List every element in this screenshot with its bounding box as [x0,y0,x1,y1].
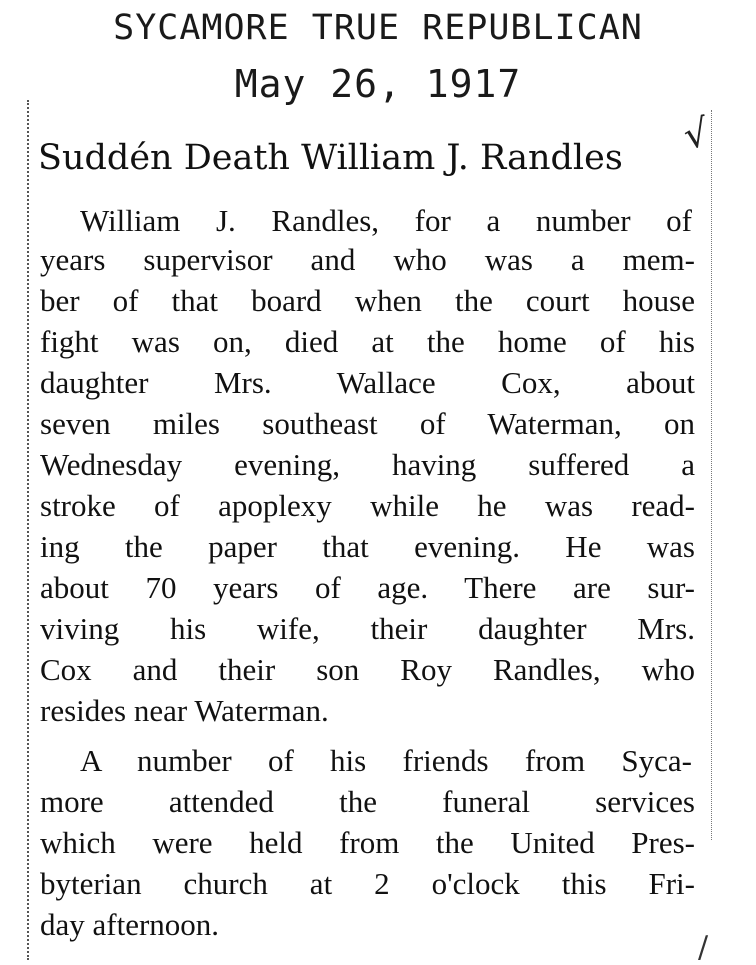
article-line: ing the paper that evening. He was [40,529,695,564]
article-line: Cox and their son Roy Randles, who [40,652,695,687]
article-line: about 70 years of age. There are sur- [40,570,695,605]
article-line: daughter Mrs. Wallace Cox, about [40,365,695,400]
article-line: more attended the funeral services [40,784,695,819]
article-line: stroke of apoplexy while he was read- [40,488,695,523]
clipping-right-edge [711,110,712,840]
article-line: years supervisor and who was a mem- [40,242,695,277]
handwritten-check-mark: √ [679,109,713,159]
clipping-left-edge [27,100,29,960]
article-line: ber of that board when the court house [40,283,695,318]
article-line: William J. Randles, for a number of [80,203,692,238]
article-line: day afternoon. [40,907,220,942]
newspaper-name: SYCAMORE TRUE REPUBLICAN [113,8,643,48]
handwritten-tick-mark: / [698,930,709,965]
article-headline: Suddén Death William J. Randles [38,138,623,178]
article-line: viving his wife, their daughter Mrs. [40,611,695,646]
article-line: resides near Waterman. [40,693,329,728]
article-line: A number of his friends from Syca- [80,743,692,778]
publication-date: May 26, 1917 [234,62,522,106]
article-line: byterian church at 2 o'clock this Fri- [40,866,695,901]
article-line: fight was on, died at the home of his [40,324,695,359]
article-line: which were held from the United Pres- [40,825,695,860]
article-line: Wednesday evening, having suffered a [40,447,695,482]
article-line: seven miles southeast of Waterman, on [40,406,695,441]
